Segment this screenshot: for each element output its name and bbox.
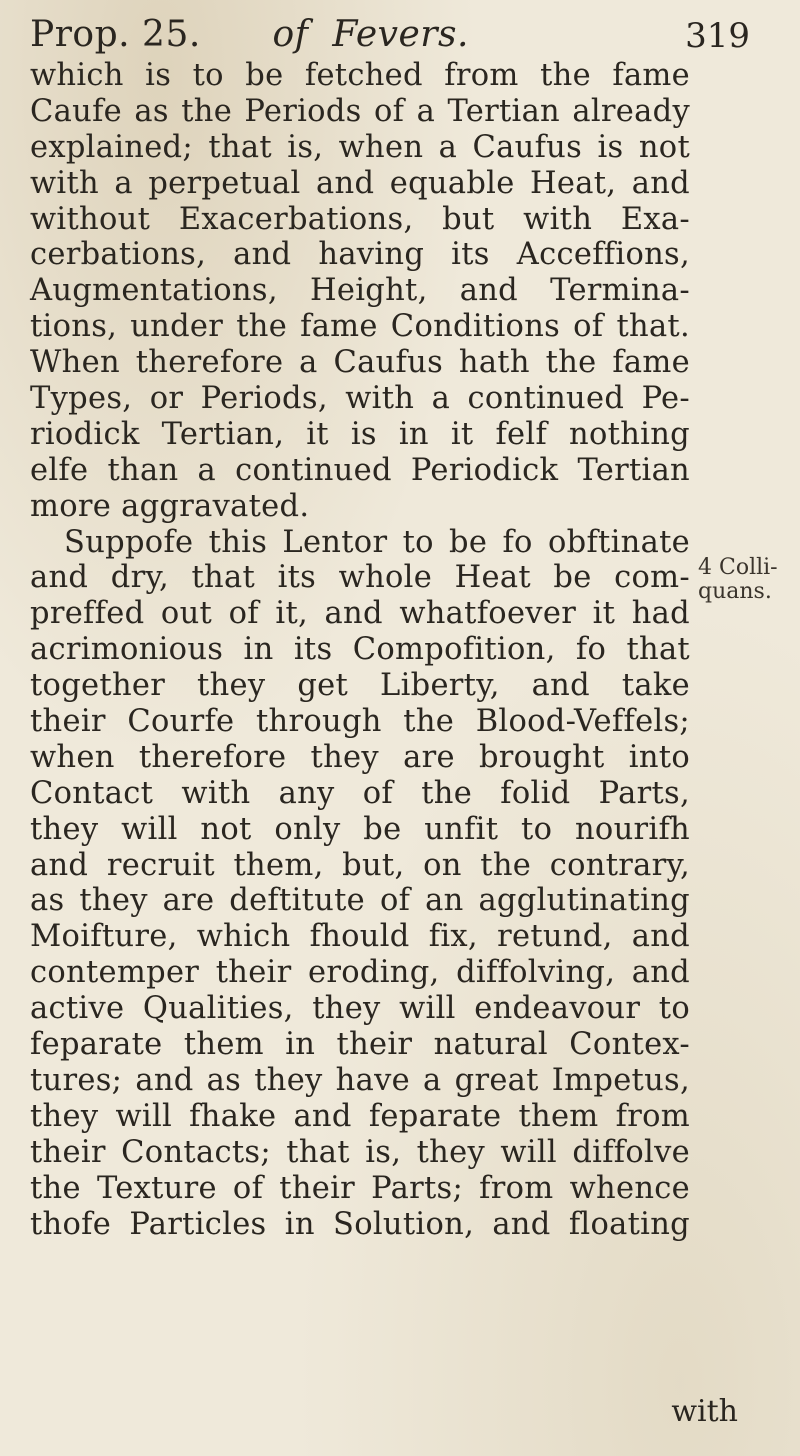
- text-line: as they are deftitute of an agglutinating: [30, 883, 690, 919]
- text-line: elfe than a continued Periodick Tertian: [30, 452, 690, 488]
- text-line: which is to be fetched from the fame: [30, 58, 690, 93]
- text-line: contemper their eroding, diffolving, and: [30, 955, 690, 991]
- margin-note-line: 4 Colli-: [698, 555, 778, 580]
- body-text: [30, 58, 690, 1242]
- text-line: Augmentations, Height, and Termina-: [30, 273, 690, 309]
- text-line: riodick Tertian, it is in it felf nothing: [30, 416, 690, 452]
- text-line: when therefore they are brought into: [30, 739, 690, 775]
- margin-note-line: quans.: [698, 579, 772, 604]
- catchword: with: [671, 1394, 738, 1429]
- running-head: [30, 14, 469, 55]
- text-line: they will not only be unfit to nourifh: [30, 811, 690, 847]
- text-line: they will fhake and feparate them from: [30, 1098, 690, 1134]
- text-line: tions, under the fame Conditions of that.: [30, 309, 690, 345]
- text-line: and dry, that its whole Heat be com-: [30, 560, 690, 596]
- text-line: without Exacerbations, but with Exa-: [30, 201, 690, 237]
- page-number: 319: [685, 16, 750, 56]
- text-line: preffed out of it, and whatfoever it had: [30, 596, 690, 632]
- text-line: cerbations, and having its Acceffions,: [30, 237, 690, 273]
- text-line: Moifture, which fhould fix, retund, and: [30, 919, 690, 955]
- text-line: thofe Particles in Solution, and floating: [30, 1206, 690, 1242]
- text-line: feparate them in their natural Contex-: [30, 1027, 690, 1063]
- proposition-label: Prop. 25.: [30, 14, 201, 55]
- text-line: and recruit them, but, on the contrary,: [30, 847, 690, 883]
- text-line: their Courfe through the Blood-Veffels;: [30, 704, 690, 740]
- text-line: Contact with any of the folid Parts,: [30, 775, 690, 811]
- text-line: more aggravated.: [30, 488, 310, 524]
- text-line: their Contacts; that is, they will diffolve: [30, 1134, 690, 1170]
- text-line: explained; that is, when a Caufus is not: [30, 129, 690, 165]
- text-line: Caufe as the Periods of a Tertian already: [30, 93, 690, 129]
- text-line: active Qualities, they will endeavour to: [30, 991, 690, 1027]
- text-line: acrimonious in its Compofition, fo that: [30, 632, 690, 668]
- text-line: Suppofe this Lentor to be fo obftinate: [64, 524, 690, 560]
- page-header: [30, 14, 750, 58]
- text-line: with a perpetual and equable Heat, and: [30, 165, 690, 201]
- text-line: Types, or Periods, with a continued Pe-: [30, 381, 690, 417]
- text-line: together they get Liberty, and take: [30, 668, 690, 704]
- text-line: the Texture of their Parts; from whence: [30, 1170, 690, 1206]
- text-line: When therefore a Caufus hath the fame: [30, 345, 690, 381]
- margin-note: [698, 556, 794, 604]
- chapter-title: of Fevers.: [272, 14, 469, 55]
- text-line: tures; and as they have a great Impetus,: [30, 1062, 690, 1098]
